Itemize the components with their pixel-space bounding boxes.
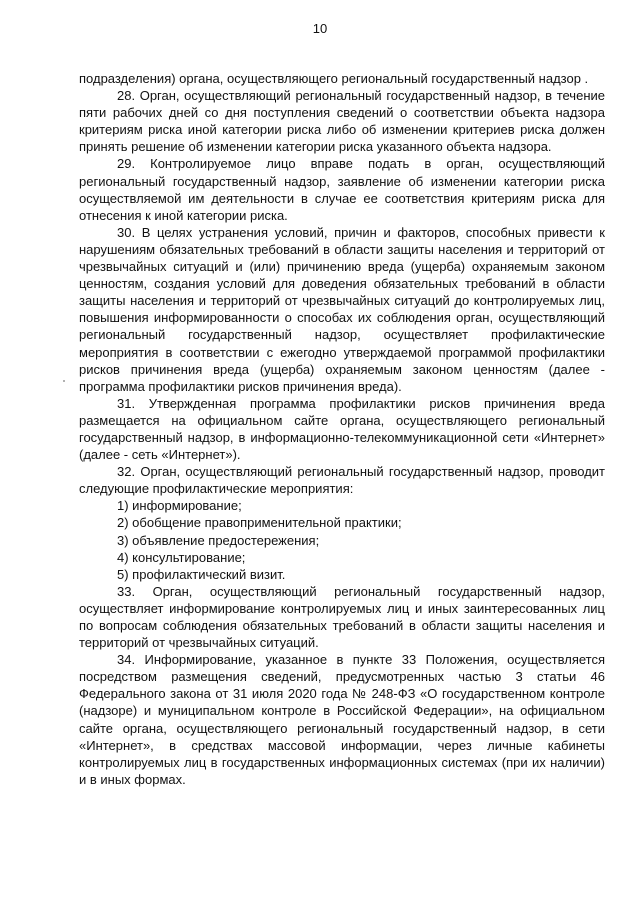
document-body [79,70,605,788]
paragraph-33: 33. Орган, осуществляющий региональный государственный надзор, осуществляет информирование контролируемых лиц и иных заинтересованных лиц по вопросам соблюдения обязательных требований в области защиты населения и территорий от чрезвычайных ситуаций. [79,583,605,651]
paragraph-32: 32. Орган, осуществляющий региональный государственный надзор, проводит следующие профилактические мероприятия: [79,464,605,497]
page-number: 10 [312,21,328,36]
paragraph-30: 30. В целях устранения условий, причин и факторов, способных привести к нарушениям обязательных требований в области защиты населения и территорий от чрезвычайных ситуаций и (или) причинению вреда (ущерба) охраняемым законом ценностям, создания условий для доведения обязательных требований в области защиты населения и территорий от чрезвычайных ситуаций до контролируемых лиц, повышения информированности о способах их соблюдения орган, осуществляющий региональный государственный надзор, осуществляет профилактические мероприятия в соответствии с ежегодно утверждаемой программой профилактики рисков причинения вреда (ущерба) охраняемым законом ценностям (далее - программа профилактики рисков причинения вреда). [79,224,605,394]
list-item-3: 3) объявление предостережения; [117,532,320,548]
list-item-1: 1) информирование; [117,498,242,514]
paragraph-31: 31. Утвержденная программа профилактики рисков причинения вреда размещается на официальном сайте органа, осуществляющего региональный государственный надзор, в информационно-телекоммуникационной сети «Интернет» (далее - сеть «Интернет»). [79,395,605,463]
paragraph-continuation: подразделения) органа, осуществляющего региональный государственный надзор . [79,71,589,86]
scan-speck [63,380,65,382]
paragraph-28: 28. Орган, осуществляющий региональный государственный надзор, в течение пяти рабочих дней со дня поступления сведений о соответствии объекта надзора критериям риска иной категории риска либо об изменении критериев риска должен принять решение об изменении категории риска указанного объекта надзора. [79,88,605,155]
list-item-4: 4) консультирование; [117,549,246,565]
paragraph-29: 29. Контролируемое лицо вправе подать в орган, осуществляющий региональный государственный надзор, заявление об изменении категории риска осуществляемой им деятельности в случае ее соответствия критериям риска для отнесения к иной категории риска. [79,156,605,223]
list-item-5: 5) профилактический визит. [117,566,286,582]
paragraph-34: 34. Информирование, указанное в пункте 33 Положения, осуществляется посредством размещения сведений, предусмотренных частью 3 статьи 46 Федерального закона от 31 июля 2020 года № 248-ФЗ «О государственном контроле (надзоре) и муниципальном контроле в Российской Федерации», на официальном сайте органа, осуществляющего региональный государственный надзор, в сети «Интернет», в средствах массовой информации, через личные кабинеты контролируемых лиц в государственных информационных системах (при их наличии) и в иных формах. [79,652,605,787]
list-item-2: 2) обобщение правоприменительной практики; [117,515,402,531]
